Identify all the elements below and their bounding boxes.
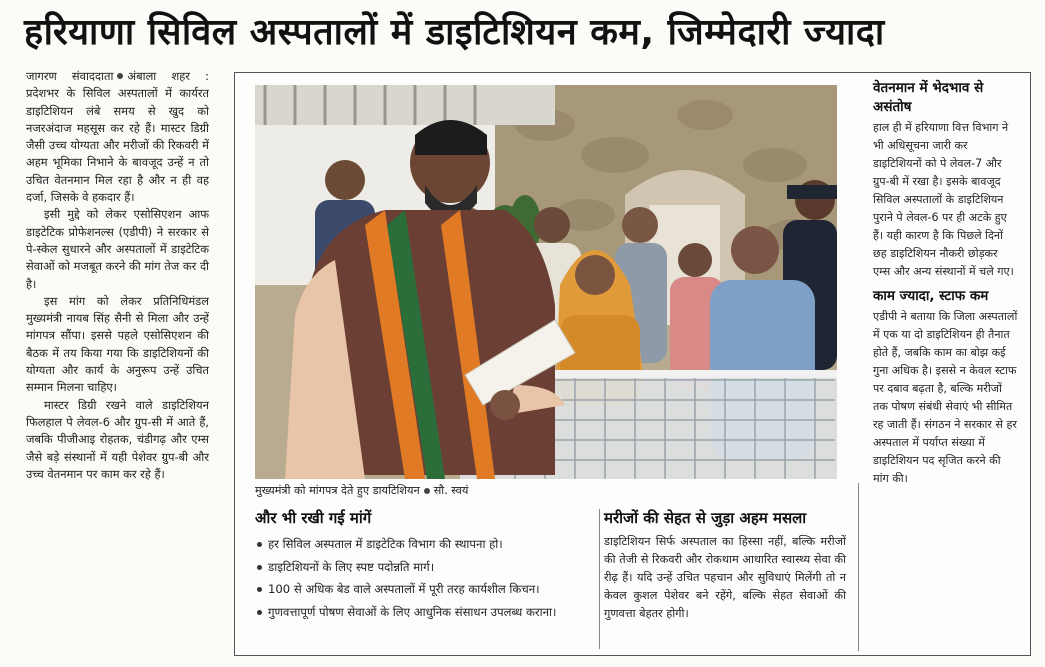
demands-section: [255, 507, 600, 623]
list-item: हर सिविल अस्पताल में डाइटेटिक विभाग की स्थापना हो।: [255, 533, 600, 556]
list-item: गुणवत्तापूर्ण पोषण सेवाओं के लिए आधुनिक संसाधन उपलब्ध कराना।: [255, 601, 600, 624]
left-column-article: [26, 68, 209, 664]
pay-disparity-text: हाल ही में हरियाणा वित्त विभाग ने भी अधिसूचना जारी कर डाइटिशियनों को पे लेवल-7 और ग्रुप-बी में रखा है। इसके बावजूद सिविल अस्पतालों के डाइटिशियन पुराने पे लेवल-6 पर ही अटके हुए हैं। यही कारण है कि पिछले दिनों छह डाइटिशियन नौकरी छोड़कर एम्स और अन्य संस्थानों में चले गए।: [873, 121, 1014, 278]
byline-place: अंबाला शहर :: [127, 69, 209, 83]
article-paragraph-2: इसी मुद्दे को लेकर एसोसिएशन आफ डाइटेटिक प्रोफेशनल्स (एडीपी) ने सरकार से पे-स्केल सुधारने और अस्पतालों में डाइटेटिक सेवाओं को मजबूत करने की मांग तेज कर दी है।: [26, 207, 209, 291]
photo-credit: सौ. स्वयं: [433, 484, 469, 497]
column-divider: [858, 483, 859, 651]
caption-text: मुख्यमंत्री को मांगपत्र देते हुए डायटिशियन: [255, 484, 420, 497]
headline: हरियाणा सिविल अस्पतालों में डाइटिशियन कम, जिम्मेदारी ज्यादा: [24, 12, 885, 53]
patients-text: डाइटिशियन सिर्फ अस्पताल का हिस्सा नहीं, बल्कि मरीजों की तेजी से रिकवरी और रोकथाम आधारित स्वास्थ्य सेवा की रीढ़ हैं। यदि उन्हें उचित पहचान और सुविधाएं मिलेंगी तो न केवल कुशल पेशेवर बने रहेंगे, बल्कि सेहत सेवाओं की गुणवत्ता बेहतर होगी।: [604, 535, 846, 620]
article-paragraph-1: प्रदेशभर के सिविल अस्पतालों में कार्यरत डाइटिशियन लंबे समय से खुद को नजरअंदाज महसूस कर रहे हैं। मास्टर डिग्री जैसी उच्च योग्यता और मरीजों की रिकवरी में अहम भूमिका निभाने के बावजूद उन्हें न तो उचित वेतनमान मिल रहा है और न ही वह दर्जा, जिसके वे हकदार हैं।: [26, 86, 209, 205]
photo-caption: [255, 483, 837, 499]
byline: [26, 68, 209, 206]
news-photo: [255, 85, 837, 479]
bullet-dot-icon: [424, 488, 430, 494]
list-item: डाइटिशियनों के लिए स्पष्ट पदोन्नति मार्ग।: [255, 556, 600, 579]
column-divider: [599, 509, 600, 649]
workload-text: एडीपी ने बताया कि जिला अस्पतालों में एक या दो डाइटिशियन ही तैनात होते हैं, जबकि काम का बोझ कई गुना अधिक है। इससे न केवल स्टाफ पर दबाव बढ़ता है, बल्कि मरीजों तक पोषण संबंधी सेवाएं भी सीमित रह जाती हैं। संगठन ने सरकार से हर अस्पताल में पर्याप्त संख्या में डाइटिशियन पद सृजित करने की मांग की।: [873, 310, 1018, 485]
feature-box: [234, 72, 1031, 656]
list-item: 100 से अधिक बेड वाले अस्पतालों में पूरी तरह कार्यशील किचन।: [255, 578, 600, 601]
demands-list: [255, 533, 600, 623]
workload-heading: काम ज्यादा, स्टाफ कम: [873, 288, 989, 304]
pay-disparity-heading: वेतनमान में भेदभाव से असंतोष: [873, 80, 984, 115]
article-paragraph-3: इस मांग को लेकर प्रतिनिधिमंडल मुख्यमंत्री नायब सिंह सैनी से मिला और उन्हें मांगपत्र सौंपा। इससे पहले एसोसिएशन की बैठक में तय किया गया कि डाइटिशियनों की योग्यता और कार्य के अनुरूप उन्हें उचित सम्मान मिलना चाहिए।: [26, 293, 209, 395]
article-paragraph-4: मास्टर डिग्री रखने वाले डाइटिशियन फिलहाल पे लेवल-6 और ग्रुप-सी में आते हैं, जबकि पीजीआइ रोहतक, चंडीगढ़ और एम्स जैसे बड़े संस्थानों में यही पेशेवर ग्रुप-बी और उच्च वेतनमान पर काम कर रहे हैं।: [26, 397, 209, 481]
right-column: [873, 79, 1018, 494]
bullet-dot-icon: [117, 73, 123, 79]
demands-heading: और भी रखी गई मांगें: [255, 509, 372, 527]
patients-section: [604, 507, 846, 623]
byline-reporter: जागरण संवाददाता: [26, 69, 114, 83]
patients-heading: मरीजों की सेहत से जुड़ा अहम मसला: [604, 509, 807, 527]
